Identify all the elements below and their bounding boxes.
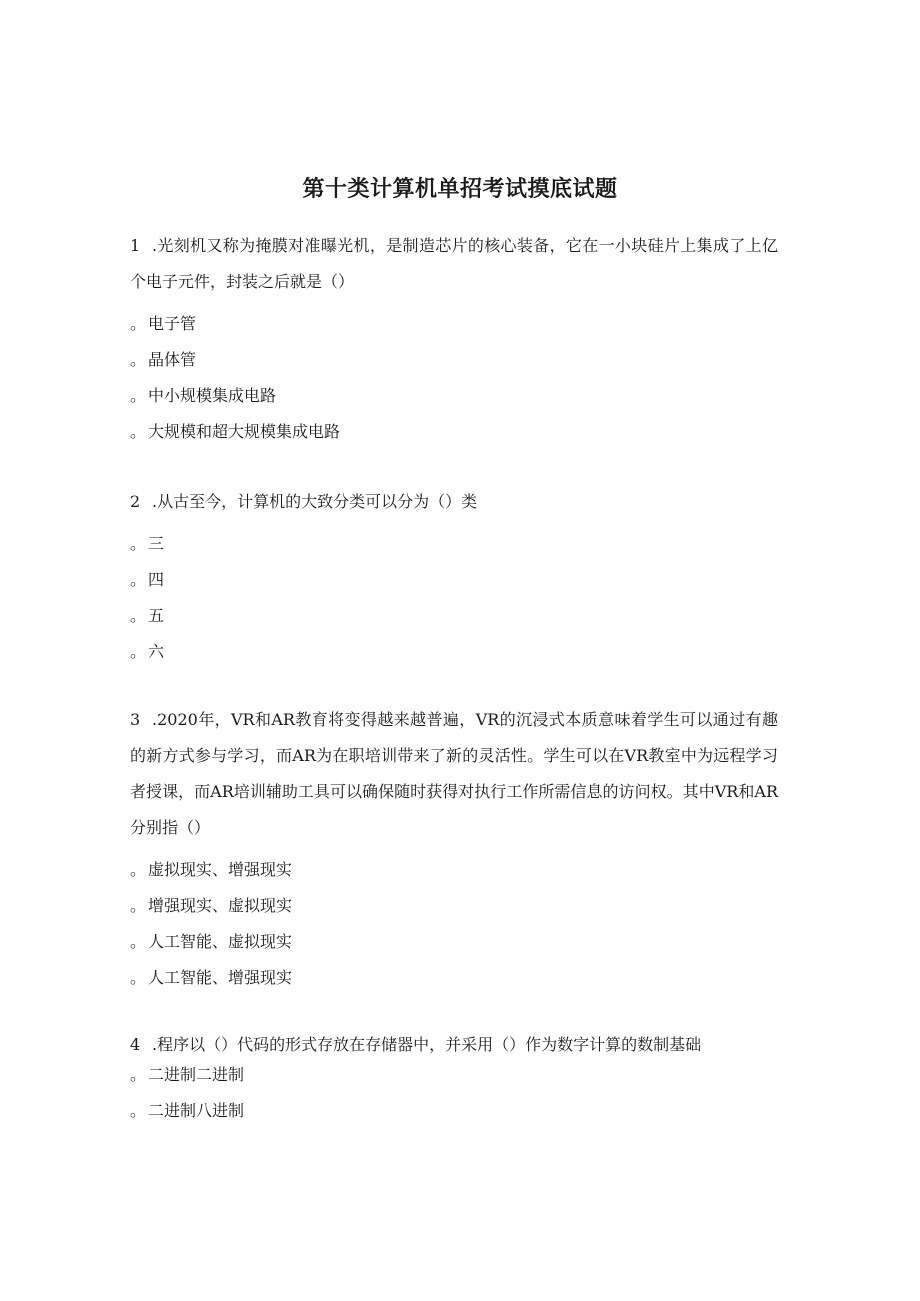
- option-item[interactable]: [130, 894, 778, 918]
- question-text: .光刻机又称为掩膜对准曝光机，是制造芯片的核心装备，它在一小块硅片上集成了上亿个电子元件，封装之后就是（）: [130, 236, 778, 291]
- question-text: .2020年，VR和AR教育将变得越来越普遍，VR的沉浸式本质意味着学生可以通过有趣的新方式参与学习，而AR为在职培训带来了新的灵活性。学生可以在VR教室中为远程学习者授课，而AR培训辅助工具可以确保随时获得对执行工作所需信息的访问权。其中VR和AR分别指（）: [130, 710, 778, 837]
- question-1: [130, 228, 778, 444]
- option-item[interactable]: [130, 604, 778, 628]
- option-item[interactable]: [130, 420, 778, 444]
- question-number: 2: [130, 492, 141, 511]
- option-text: 二进制二进制: [148, 1065, 245, 1084]
- option-bullet: 。: [130, 642, 147, 661]
- option-bullet: 。: [130, 606, 147, 625]
- option-text: 四: [148, 570, 165, 589]
- option-text: 电子管: [148, 314, 197, 333]
- option-text: 增强现实、虚拟现实: [148, 896, 293, 915]
- option-item[interactable]: [130, 568, 778, 592]
- option-bullet: 。: [130, 386, 147, 405]
- question-text: .程序以（）代码的形式存放在存储器中，并采用（）作为数字计算的数制基础: [152, 1035, 702, 1054]
- option-item[interactable]: [130, 640, 778, 664]
- option-bullet: 。: [130, 534, 147, 553]
- option-item[interactable]: [130, 1099, 778, 1123]
- option-text: 虚拟现实、增强现实: [148, 860, 293, 879]
- option-bullet: 。: [130, 422, 147, 441]
- question-stem: [130, 1027, 778, 1063]
- option-item[interactable]: [130, 1063, 778, 1087]
- question-number: 3: [130, 710, 141, 729]
- option-bullet: 。: [130, 1101, 147, 1120]
- question-4: [130, 1027, 778, 1123]
- option-text: 晶体管: [148, 350, 197, 369]
- option-item[interactable]: [130, 532, 778, 556]
- question-2: [130, 484, 778, 664]
- option-item[interactable]: [130, 348, 778, 372]
- option-text: 五: [148, 606, 165, 625]
- option-text: 中小规模集成电路: [148, 386, 277, 405]
- question-stem: [130, 702, 778, 846]
- question-stem: [130, 484, 778, 520]
- option-text: 六: [148, 642, 165, 661]
- page-title: 第十类计算机单招考试摸底试题: [302, 175, 618, 202]
- option-bullet: 。: [130, 968, 147, 987]
- option-bullet: 。: [130, 1065, 147, 1084]
- option-text: 人工智能、增强现实: [148, 968, 293, 987]
- option-bullet: 。: [130, 570, 147, 589]
- option-list: [130, 858, 778, 990]
- question-number: 1: [130, 236, 141, 255]
- option-item[interactable]: [130, 384, 778, 408]
- question-text: .从古至今，计算机的大致分类可以分为（）类: [152, 492, 478, 511]
- question-number: 4: [130, 1035, 141, 1054]
- option-text: 二进制八进制: [148, 1101, 245, 1120]
- option-text: 大规模和超大规模集成电路: [148, 422, 341, 441]
- option-item[interactable]: [130, 858, 778, 882]
- option-bullet: 。: [130, 932, 147, 951]
- option-bullet: 。: [130, 860, 147, 879]
- option-bullet: 。: [130, 314, 147, 333]
- option-item[interactable]: [130, 966, 778, 990]
- option-list: [130, 312, 778, 444]
- option-text: 人工智能、虚拟现实: [148, 932, 293, 951]
- question-3: [130, 702, 778, 990]
- question-stem: [130, 228, 778, 300]
- option-text: 三: [148, 534, 165, 553]
- option-bullet: 。: [130, 896, 147, 915]
- option-item[interactable]: [130, 930, 778, 954]
- option-item[interactable]: [130, 312, 778, 336]
- option-list: [130, 532, 778, 664]
- option-bullet: 。: [130, 350, 147, 369]
- option-list: [130, 1063, 778, 1123]
